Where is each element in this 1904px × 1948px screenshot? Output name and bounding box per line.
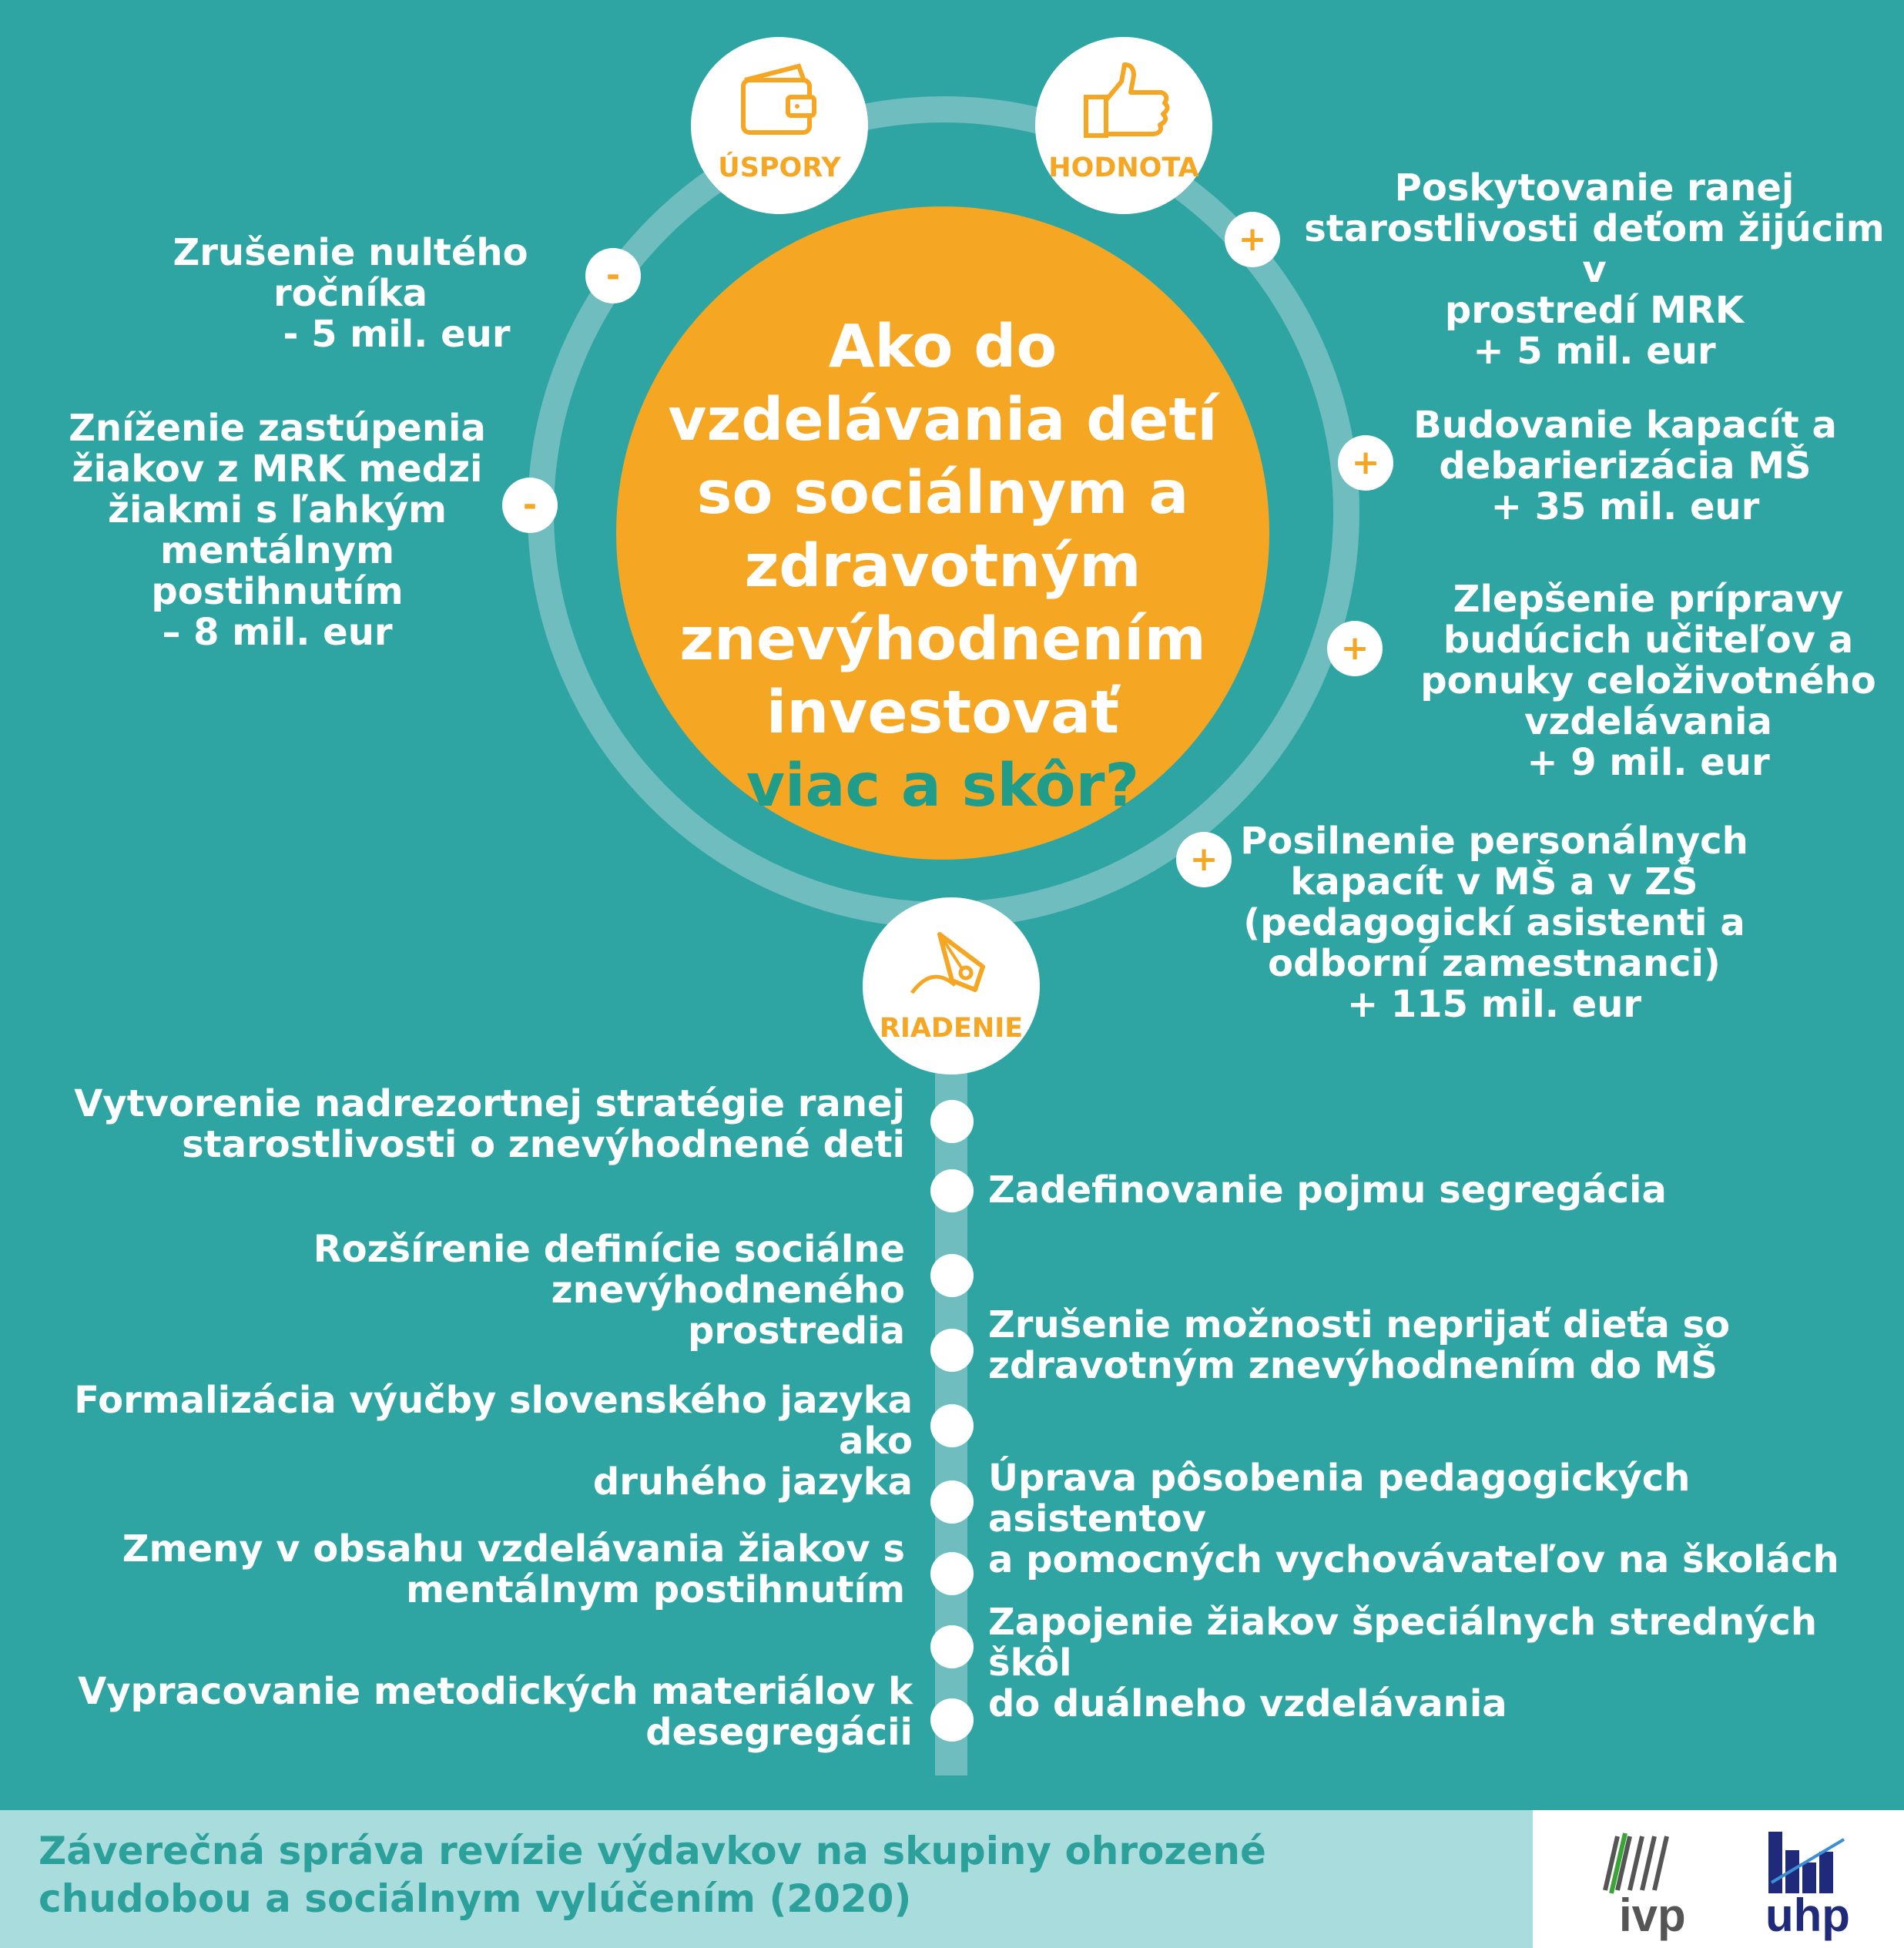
central-question: Ako do vzdelávania detí so sociálnym a zdravotným znevýhodnením investovať viac a skôr?	[616, 206, 1269, 860]
governance-item: Zapojenie žiakov špeciálnych stredných škôl do duálneho vzdelávania	[988, 1601, 1818, 1725]
governance-item: Vytvorenie nadrezortnej stratégie ranej starostlivosti o znevýhodnené deti	[74, 1082, 905, 1166]
topic-riadenie: RIADENIE	[863, 897, 1040, 1075]
governance-item: Zadefinovanie pojmu segregácia	[988, 1168, 1667, 1212]
savings-item: Zrušenie nultého ročníka - 5 mil. eur	[173, 231, 528, 356]
timeline-dot	[930, 1254, 974, 1297]
value-item: Posilnenie personálnych kapacít v MŠ a v ZŠ (pedagogickí asistenti a odborní zamestnanci) + 115 mil. eur	[1240, 820, 1748, 1026]
governance-item: Úprava pôsobenia pedagogických asistentov a pomocných vychovávateľov na školách	[988, 1457, 1839, 1581]
governance-item: Rozšírenie definície sociálne znevýhodneného prostredia	[313, 1228, 905, 1353]
governance-item: Zrušenie možnosti neprijať dieťa so zdravotným znevýhodnením do MŠ	[988, 1303, 1731, 1387]
timeline-dot	[930, 1404, 974, 1447]
plus-sign: +	[1176, 832, 1232, 887]
timeline-dot	[930, 1480, 974, 1524]
plus-sign: +	[1327, 621, 1383, 676]
pen-nib-icon	[909, 919, 1001, 1004]
governance-item: Formalizácia výučby slovenského jazyka ako druhého jazyka	[74, 1379, 913, 1504]
thumbs-up-icon	[1081, 59, 1174, 143]
timeline-dot	[930, 1625, 974, 1668]
minus-sign: -	[502, 478, 558, 533]
uhp-logo: uhp	[1764, 1829, 1879, 1944]
timeline-dot	[930, 1552, 974, 1595]
footer-title: Záverečná správa revízie výdavkov na skupiny ohrozené chudobou a sociálnym vylúčením (2020)	[39, 1829, 1266, 1921]
wallet-icon	[737, 59, 822, 143]
uhp-bars-icon	[1764, 1829, 1849, 1898]
governance-item: Vypracovanie metodických materiálov k desegregácii	[78, 1670, 913, 1754]
governance-item: Zmeny v obsahu vzdelávania žiakov s mentálnym postihnutím	[122, 1527, 905, 1611]
timeline-dot	[930, 1100, 974, 1143]
value-item: Budovanie kapacít a debarierizácia MŠ + 35 mil. eur	[1413, 404, 1837, 528]
timeline-dot	[930, 1698, 974, 1742]
timeline-dot	[930, 1169, 974, 1212]
timeline-dot	[930, 1329, 974, 1372]
topic-uspory: ÚSPORY	[691, 37, 868, 214]
plus-sign: +	[1225, 212, 1280, 267]
value-item: Poskytovanie ranej starostlivosti deťom žijúcim v prostredí MRK + 5 mil. eur	[1304, 166, 1885, 373]
ivp-logo: ivp	[1594, 1829, 1710, 1944]
topic-hodnota: HODNOTA	[1035, 37, 1212, 214]
plus-sign: +	[1338, 435, 1393, 491]
minus-sign: -	[585, 248, 641, 303]
value-item: Zlepšenie prípravy budúcich učiteľov a ponuky celoživotného vzdelávania + 9 mil. eur	[1420, 578, 1876, 784]
logo-panel	[1533, 1810, 1904, 1948]
savings-item: Zníženie zastúpenia žiakov z MRK medzi žiakmi s ľahkým mentálnym postihnutím – 8 mil. eur	[69, 407, 486, 654]
footer-bar	[0, 1810, 1533, 1948]
ivp-bars-icon	[1594, 1829, 1687, 1898]
